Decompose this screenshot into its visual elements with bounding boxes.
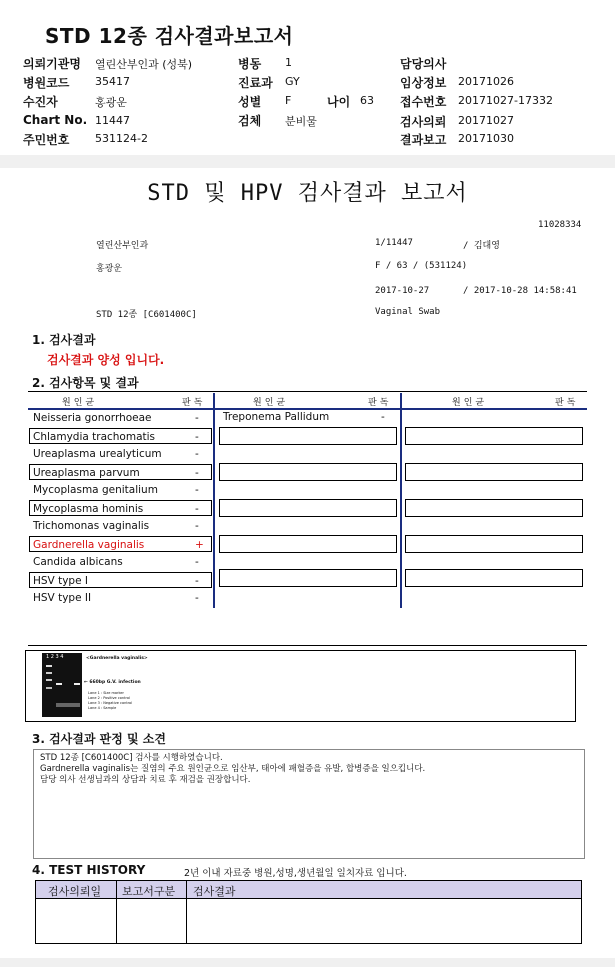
column-divider: [213, 393, 215, 608]
pathogen-result: -: [195, 484, 199, 496]
label-ward: 병동: [238, 57, 262, 71]
col2-pathogen-header: 원인균: [253, 398, 289, 408]
gel-lane-numbers: 1 2 3 4: [46, 654, 64, 660]
section3-heading: 3. 검사결과 판정 및 소견: [32, 732, 166, 746]
label-sex: 성별: [238, 95, 262, 109]
value-report-date: 20171030: [458, 132, 514, 145]
pathogen-name: Gardnerella vaginalis: [33, 539, 145, 551]
conclusion-line: STD 12종 [C601400C] 검사를 시행하였습니다.: [40, 753, 223, 763]
pathogen-result: -: [195, 520, 199, 532]
value-clinical-info: 20171026: [458, 75, 514, 88]
page-title: STD 12종 검사결과보고서: [45, 24, 294, 48]
report-date-received: 2017-10-27: [375, 286, 430, 296]
table-top-rule: [28, 391, 587, 392]
gel-title: <Gardnerella vaginalis>: [86, 656, 148, 661]
label-receipt-no: 접수번호: [400, 95, 447, 109]
gel-legend: Lane 1 : Size marker: [88, 691, 124, 695]
report-sex-age: F / 63 / (531124): [375, 261, 468, 271]
value-specimen: 분비물: [285, 115, 317, 128]
report-date-reported: / 2017-10-28 14:58:41: [463, 286, 577, 296]
result-row: [30, 446, 211, 462]
gel-legend: Lane 4 : Sample: [88, 706, 117, 710]
empty-cell: [405, 463, 583, 481]
report-test-code: STD 12종 [C601400C]: [96, 310, 197, 320]
pathogen-result: -: [381, 411, 385, 423]
column-divider: [186, 881, 187, 943]
value-receipt-no: 20171027-17332: [458, 94, 553, 107]
pathogen-result: -: [195, 556, 199, 568]
section2-heading: 2. 검사항목 및 결과: [32, 376, 139, 390]
empty-cell: [219, 463, 397, 481]
pathogen-result: -: [195, 503, 199, 515]
value-hospital-name: 열린산부인과 (성북): [95, 58, 193, 71]
label-resident-no: 주민번호: [23, 133, 70, 147]
empty-cell: [405, 427, 583, 445]
gel-electrophoresis-panel: [25, 650, 576, 722]
column-divider: [116, 881, 117, 943]
result-row: [29, 464, 212, 480]
label-age: 나이: [327, 95, 351, 109]
result-row: [29, 572, 212, 588]
pathogen-result: -: [195, 412, 199, 424]
history-col-result: 검사결과: [193, 885, 236, 898]
report-title: STD 및 HPV 검사결과 보고서: [147, 181, 468, 206]
label-chart-no: Chart No.: [23, 113, 88, 127]
label-doctor: 담당의사: [400, 57, 447, 71]
empty-cell: [405, 569, 583, 587]
label-specimen: 검체: [238, 114, 262, 128]
report-patient: 홍광운: [96, 264, 123, 274]
pathogen-result: +: [195, 539, 204, 551]
result-row: [30, 482, 211, 498]
result-row: [30, 554, 211, 570]
history-table-header: [36, 881, 581, 899]
gel-image: [42, 653, 82, 717]
result-row: [29, 428, 212, 444]
pathogen-name: Mycoplasma hominis: [33, 503, 144, 515]
history-table: [35, 880, 582, 944]
label-hospital-code: 병원코드: [23, 76, 70, 90]
value-age: 63: [360, 94, 374, 107]
label-report-date: 결과보고: [400, 133, 447, 147]
divider: [28, 645, 587, 646]
empty-cell: [219, 499, 397, 517]
value-hospital-code: 35417: [95, 75, 130, 88]
pathogen-name: Chlamydia trachomatis: [33, 431, 156, 443]
empty-cell: [405, 499, 583, 517]
column-divider: [400, 393, 402, 608]
pathogen-name: HSV type I: [33, 575, 88, 587]
value-ward: 1: [285, 56, 292, 69]
value-patient: 홍광운: [95, 96, 127, 109]
label-department: 진료과: [238, 76, 273, 90]
value-sex: F: [285, 94, 292, 107]
label-patient: 수진자: [23, 95, 58, 109]
label-clinical-info: 임상정보: [400, 76, 447, 90]
pathogen-name: Ureaplasma urealyticum: [33, 448, 162, 460]
gel-band-label: ← 660bp G.V. infection: [84, 680, 141, 685]
pathogen-name: Treponema Pallidum: [223, 411, 330, 423]
pathogen-name: Trichomonas vaginalis: [33, 520, 150, 532]
report-id: 11028334: [538, 220, 582, 230]
pathogen-result: -: [195, 448, 199, 460]
history-col-request-date: 검사의뢰일: [48, 885, 102, 898]
result-summary: 검사결과 양성 입니다.: [47, 353, 165, 367]
gel-legend: Lane 3 : Negative control: [88, 701, 133, 705]
value-department: GY: [285, 75, 300, 88]
value-request-date: 20171027: [458, 114, 514, 127]
gel-legend: Lane 2 : Positive control: [88, 696, 130, 700]
result-row: [30, 518, 211, 534]
report-doctor: / 김대영: [463, 241, 500, 251]
result-row: [29, 500, 212, 516]
label-request-date: 검사의뢰: [400, 115, 447, 129]
col1-pathogen-header: 원인균: [62, 398, 98, 408]
pathogen-name: Ureaplasma parvum: [33, 467, 140, 479]
pathogen-result: -: [195, 592, 199, 604]
col3-pathogen-header: 원인균: [452, 398, 488, 408]
report-hospital: 열린산부인과: [96, 241, 149, 251]
value-chart-no: 11447: [95, 114, 130, 127]
pathogen-name: Neisseria gonorrhoeae: [33, 412, 152, 424]
label-hospital-name: 의뢰기관명: [23, 57, 81, 71]
conclusion-line: 담당 의사 선생님과의 상담과 치료 후 재검을 권장합니다.: [40, 775, 251, 785]
value-resident-no: 531124-2: [95, 132, 148, 145]
history-note: 2년 이내 자료중 병원,성명,생년월일 일치자료 입니다.: [184, 868, 407, 879]
pathogen-name: HSV type II: [33, 592, 92, 604]
conclusion-line: Gardnerella vaginalis는 질염의 주요 원인균으로 임산부, 태아에 패혈증을 유발, 합병증을 일으킵니다.: [40, 764, 426, 774]
report-specimen: Vaginal Swab: [375, 307, 441, 317]
empty-cell: [405, 535, 583, 553]
report-chart-no: 1/11447: [375, 238, 413, 248]
pathogen-name: Mycoplasma genitalium: [33, 484, 158, 496]
pathogen-name: Candida albicans: [33, 556, 123, 568]
empty-cell: [219, 427, 397, 445]
section4-heading: 4. TEST HISTORY: [32, 863, 146, 877]
pathogen-result: -: [195, 467, 199, 479]
result-row: [30, 590, 211, 606]
result-row: [30, 410, 211, 426]
empty-cell: [219, 535, 397, 553]
history-col-report-type: 보고서구분: [122, 885, 176, 898]
conclusion-box: [33, 749, 585, 859]
col3-result-header: 판독: [555, 398, 579, 408]
section1-heading: 1. 검사결과: [32, 333, 96, 347]
pathogen-result: -: [195, 575, 199, 587]
result-row-positive: [29, 536, 212, 552]
empty-cell: [219, 569, 397, 587]
pathogen-result: -: [195, 431, 199, 443]
col1-result-header: 판독: [182, 398, 206, 408]
col2-result-header: 판독: [368, 398, 392, 408]
